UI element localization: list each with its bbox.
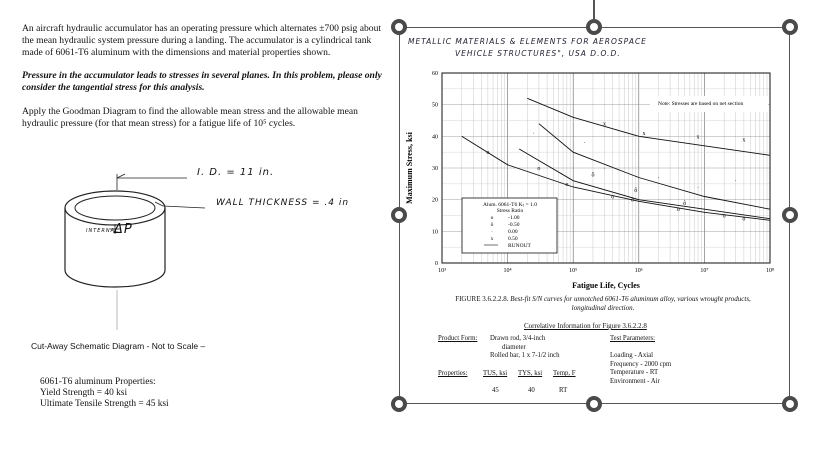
temp-label: Temp, F — [553, 370, 576, 377]
data-point: o — [565, 181, 569, 188]
y-tick-label: 50 — [432, 102, 438, 109]
product-form-1: Drawn rod, 3/4-inch — [490, 335, 546, 342]
data-point: o — [722, 213, 726, 220]
delta-p-symbol: ΔP — [114, 222, 133, 237]
internal-label: INTERNAL — [86, 228, 119, 234]
handwritten-reference-line1: METALLIC MATERIALS & ELEMENTS FOR AEROSPACE — [408, 37, 647, 46]
x-tick-label: 10⁷ — [700, 268, 709, 274]
legend-marker: · — [491, 229, 493, 235]
problem-emphasis: Pressure in the accumulator leads to stresses in several planes. In this problem, please only consider the tangential stress for this analysis. — [22, 70, 382, 93]
product-form-values — [490, 335, 560, 361]
environment: Environment - Air — [610, 377, 660, 385]
product-form-1b: diameter — [502, 343, 526, 351]
cylinder-schematic — [55, 160, 395, 330]
legend-label: -1.00 — [508, 215, 520, 221]
data-point: · — [583, 140, 586, 147]
legend-label: -0.50 — [508, 222, 520, 228]
legend-title: Alum. 6061-T6 Kₜ = 1.0 — [483, 202, 537, 208]
data-point: · — [603, 166, 606, 172]
data-point: o — [742, 216, 746, 223]
test-parameters-label: Test Parameters: — [610, 335, 656, 342]
y-tick-label: 10 — [432, 229, 438, 236]
data-point: o — [676, 207, 680, 214]
legend-marker: ô — [490, 222, 494, 228]
data-point: · — [734, 178, 737, 185]
x-tick-label: 10³ — [438, 268, 446, 274]
data-point: x — [742, 137, 746, 144]
resize-handle-bottom-left[interactable] — [391, 396, 407, 412]
legend-marker: x — [490, 236, 494, 242]
data-point: ô — [683, 200, 687, 207]
figure-caption-text: Best-fit S/N curves for unnotched 6061-T6 aluminum alloy, various wrought products, longitudinal direction. — [510, 295, 751, 312]
x-tick-label: 10⁵ — [569, 268, 578, 274]
rotate-handle-stem[interactable] — [593, 0, 595, 20]
data-point: o — [611, 194, 615, 201]
data-point: · — [532, 131, 535, 138]
tys-value: 40 — [528, 387, 535, 394]
material-properties — [40, 377, 169, 410]
resize-handle-top-left[interactable] — [391, 19, 407, 35]
resize-handle-middle-right[interactable] — [782, 207, 798, 223]
schematic-caption: Cut-Away Schematic Diagram - Not to Scale – — [31, 341, 206, 351]
data-point: · — [657, 175, 660, 182]
y-tick-label: 30 — [432, 166, 438, 172]
resize-handle-middle-left[interactable] — [391, 207, 407, 223]
properties-title: 6061-T6 aluminum Properties: — [40, 377, 156, 387]
data-point: x — [602, 121, 606, 128]
data-point: ô — [591, 172, 595, 179]
problem-intro: An aircraft hydraulic accumulator has an operating pressure which alternates ±700 psig about the mean hydraulic system pressure during a landing. The accumulator is a cylindrical tank made of 6061-T6 aluminum with the dimensions and material properties shown. — [22, 23, 382, 58]
y-tick-label: 0 — [435, 261, 438, 267]
handwritten-reference-line2: VEHICLE STRUCTURES", USA D.O.D. — [455, 49, 621, 58]
test-parameters — [610, 352, 671, 386]
data-point: x — [696, 134, 700, 141]
loading: Loading - Axial — [610, 352, 654, 359]
resize-handle-top-center[interactable] — [586, 19, 602, 35]
tus-value: 45 — [492, 387, 499, 394]
y-tick-label: 60 — [432, 71, 438, 77]
yield-strength: Yield Strength = 40 ksi — [40, 388, 128, 398]
data-point: · — [697, 185, 700, 191]
y-tick-label: 20 — [432, 197, 438, 204]
resize-handle-bottom-right[interactable] — [782, 396, 798, 412]
figure-caption-label: FIGURE 3.6.2.2.8. — [455, 295, 509, 303]
inner-diameter-label: I. D. = 11 in. — [197, 167, 275, 178]
product-form-section — [438, 335, 477, 344]
data-point: x — [642, 131, 646, 138]
chart-note: Note: Stresses are based on net section — [658, 101, 744, 107]
resize-handle-bottom-center[interactable] — [586, 396, 602, 412]
y-axis-label: Maximum Stress, ksi — [405, 132, 414, 204]
frequency: Frequency - 2000 cpm — [610, 360, 672, 368]
tys-label: TYS, ksi — [518, 370, 543, 377]
correlative-title: Correlative Information for Figure 3.6.2.2.8 — [524, 322, 647, 330]
x-axis-label: Fatigue Life, Cycles — [572, 281, 640, 290]
problem-task: Apply the Goodman Diagram to find the allowable mean stress and the allowable mean hydraulic pressure (for that mean stress) for a fatigue life of 10⁵ cycles. — [22, 106, 358, 129]
ultimate-strength: Ultimate Tensile Strength = 45 ksi — [40, 399, 169, 409]
legend-subtitle: Stress Ratio — [496, 208, 524, 214]
resize-handle-top-right[interactable] — [782, 19, 798, 35]
wall-thickness-label: WALL THICKNESS = .4 in — [216, 198, 350, 208]
data-point: o — [486, 150, 490, 157]
product-form-label: Product Form: — [438, 335, 478, 342]
x-tick-label: 10⁶ — [634, 268, 643, 274]
legend-label: 0.50 — [508, 236, 518, 242]
y-tick-label: 40 — [432, 134, 438, 141]
x-tick-label: 10⁴ — [503, 268, 512, 274]
temp-value: RT — [559, 387, 568, 394]
legend-label: RUNOUT — [508, 243, 531, 249]
product-form-2: Rolled bar, 1 x 7-1/2 inch — [490, 352, 560, 359]
tus-label: TUS, ksi — [483, 370, 508, 377]
data-point: ô — [634, 188, 638, 195]
figure-caption — [438, 295, 768, 313]
data-point: o — [630, 197, 634, 204]
temperature: Temperature - RT — [610, 369, 659, 376]
legend-label: 0.00 — [508, 229, 518, 235]
x-tick-label: 10⁸ — [765, 268, 775, 274]
sn-curve-chart — [400, 68, 788, 298]
legend-marker: o — [490, 215, 494, 221]
properties-label: Properties: — [438, 370, 468, 377]
data-point: o — [537, 166, 541, 172]
